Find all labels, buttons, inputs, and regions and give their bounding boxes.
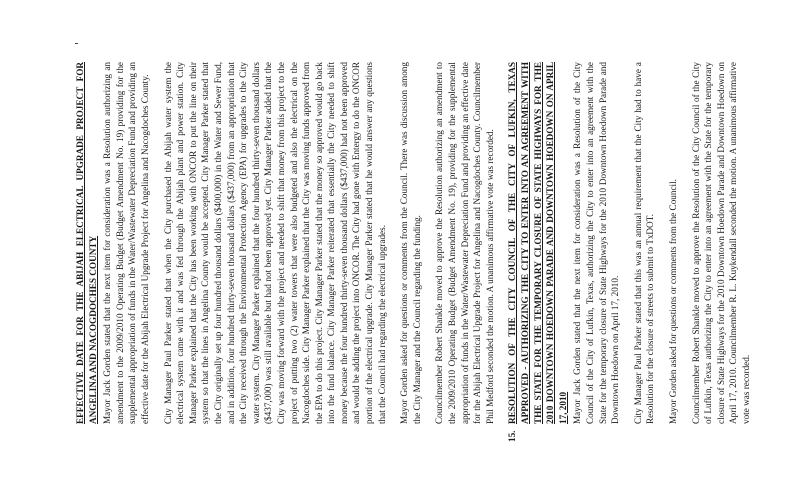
section-hoedown <box>506 62 752 442</box>
section-title-text: RESOLUTION OF THE CITY COUNCIL OF THE CITY OF LUFKIN, TEXAS APPROVED - AUTHORIZING THE CITY TO ENTER INTO AN AGREEMENT WITH THE STATE FOR THE TEMPORARY CLOSURE OF STATE HIGHWAYS FOR THE 2010 DOWNTOWN HOEDOWN PARADE AND DOWNTOWN HOEDOWN ON APRIL 17, 2010 <box>507 62 568 424</box>
paragraph: Councilmember Robert Shankle moved to approve the Resolution of the City Council of the City of Lufkin, Texas authorizing the City to enter into an agreement with the State for the temporary closure of State Highways for the 2010 Downtown Hoedown Parade and Downtown Hoedown on April 17, 2010. Councilmember R. L. Kuykendall seconded the motion. A unanimous affirmative vote was recorded. <box>690 62 751 424</box>
section-number: 15. <box>507 430 518 442</box>
paragraph: Mayor Jack Gorden stated that the next item for consideration was a Resolution authorizing an amendment to the 2009/2010 Operating Budget (Budget Amendment No. 19) providing for the supplemental appropriation of funds in the Water/Wastewater Depreciation Fund and providing an effective date for the Abijah Electrical Upgrade Project for Angelina and Nacogdoches County. <box>102 62 150 424</box>
paragraph: Councilmember Robert Shankle moved to approve the Resolution authorizing an amendment to the 2009/2010 Operating Budget (Budget Amendment No. 19), providing for the supplemental appropriation of funds in the Water/Wastewater Depreciation Fund and providing an effective date for the Abijah Electrical Upgrade Project for Angelina and Nacogdoches County. Councilmember Phil Medford seconded the motion. A unanimous affirmative vote was recorded. <box>434 62 495 424</box>
section-abijah <box>74 62 496 424</box>
section-title: EFFECTIVE DATE FOR THE ABIJAH ELECTRICAL UPGRADE PROJECT FOR ANGELINA AND NACOGDOCHES COUNTY <box>75 62 98 424</box>
paragraph: Mayor Jack Gorden stated that the next item for consideration was a Resolution of the City Council of the City of Lufkin, Texas, authorizing the City to enter into an agreement with the State for the temporary closure of State Highways for the 2010 Downtown Hoedown Parade and Downtown Hoedown on April 17, 2010. <box>572 62 621 424</box>
paragraph: City Manager Paul Parker stated that when the City purchased the Abijah water system the electrical system came with it and was fed through the Abijah plant and power station. City Manager Parker explained that the City has been working with ONCOR to put the line on their system so that the lines in Angelina County would be accepted. City Manager Parker stated that the City originally set up four hundred thousand dollars ($400,000) in the Water and Sewer Fund, and in addition, four hundred thirty-seven thousand dollars ($437,000) from an appropriation that the City received through the Environmental Protection Agency (EPA) for upgrades to the City water system. City Manager Parker explained that the four hundred thirty-seven thousand dollars ($437,000) was still available but had not been approved yet. City Manager Parker added that the City was moving forward with the project and needed to shift that money from this project to the project of putting two (2) water towers that were also budgeted and also the electrical on the Nacogdoches side. City Manager Parker explained that the City was moving funds approved from the EPA to do this project. City Manager Parker stated that the money so approved would go back into the fund balance. City Manager Parker reiterated that essentially the City needed to shift money because the four hundred thirty-seven thousand dollars ($437,000) had not been approved and would be adding the project into ONCOR. The City had gone with Entergy to do the ONCOR portion of the electrical upgrade. City Manager Parker stated that he would answer any questions that the Council had regarding the electrical upgrades. <box>162 62 387 424</box>
paragraph: Mayor Gorden asked for questions or comments from the Council. There was discussion among the City Manager and the Council regarding the funding. <box>399 62 422 424</box>
paragraph: Mayor Gorden asked for questions or comments from the Council. <box>667 179 678 424</box>
section-title <box>506 62 569 442</box>
paragraph: City Manager Paul Parker stated that this was an annual requirement that the City had to have a Resolution for the closure of streets to submit to TxDOT. <box>632 62 656 424</box>
